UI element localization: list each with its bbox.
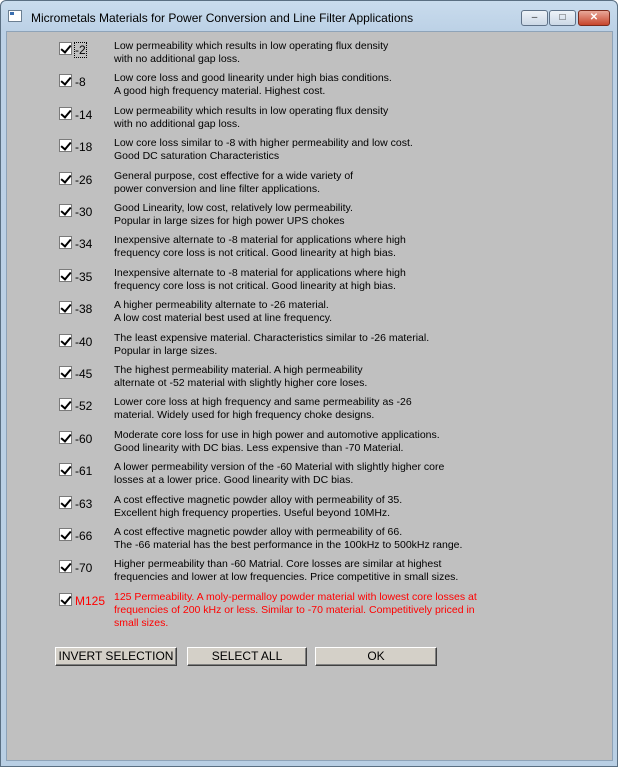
checkmark-icon xyxy=(60,172,71,184)
invert-selection-button[interactable]: INVERT SELECTION xyxy=(55,647,177,666)
checkmark-icon xyxy=(60,139,71,151)
material-checkbox[interactable] xyxy=(59,496,72,509)
description-line: The highest permeability material. A high permeability xyxy=(114,364,363,376)
material-code[interactable]: -26 xyxy=(75,172,93,187)
material-description xyxy=(114,396,494,422)
description-line: with no additional gap loss. xyxy=(114,117,241,130)
checkmark-icon xyxy=(60,463,71,475)
material-checkbox[interactable] xyxy=(59,204,72,217)
checkmark-icon xyxy=(60,75,71,87)
material-row xyxy=(7,234,612,266)
checkmark-icon xyxy=(60,237,71,249)
material-code[interactable]: -34 xyxy=(75,237,93,252)
material-checkbox[interactable] xyxy=(59,366,72,379)
close-button[interactable]: ✕ xyxy=(578,10,610,26)
material-description xyxy=(114,170,494,196)
material-row xyxy=(7,526,612,558)
checkmark-icon xyxy=(60,301,71,313)
description-line: Low core loss and good linearity under high bias conditions. xyxy=(114,72,392,85)
description-line: frequencies and lower at low frequencies. Price competitive in small sizes. xyxy=(114,571,459,584)
material-row xyxy=(7,461,612,493)
material-checkbox[interactable] xyxy=(59,463,72,476)
description-line: General purpose, cost effective for a wide variety of xyxy=(114,169,354,182)
description-line: A lower permeability version of the -60 Material with slightly higher core xyxy=(114,461,445,474)
material-code[interactable]: -14 xyxy=(75,107,93,122)
material-description xyxy=(114,558,494,584)
material-code[interactable]: -70 xyxy=(75,561,93,576)
description-line: A cost effective magnetic powder alloy with permeability of 66. xyxy=(114,526,403,538)
title-bar[interactable] xyxy=(1,1,617,31)
material-row xyxy=(7,396,612,428)
material-description xyxy=(114,332,494,358)
description-line: Low permeability which results in low operating flux density xyxy=(114,104,389,117)
material-code[interactable]: -8 xyxy=(75,75,86,90)
material-description xyxy=(114,299,494,325)
material-code[interactable]: -38 xyxy=(75,302,93,317)
description-line: A low cost material best used at line frequency. xyxy=(114,312,333,325)
ok-button[interactable]: OK xyxy=(315,647,437,666)
checkmark-icon xyxy=(60,496,71,508)
material-code[interactable]: -60 xyxy=(75,431,93,446)
material-checkbox[interactable] xyxy=(59,301,72,314)
description-line: Higher permeability than -60 Matrial. Core losses are similar at highest xyxy=(114,558,442,571)
material-row xyxy=(7,299,612,331)
description-line: Excellent high frequency properties. Useful beyond 10MHz. xyxy=(114,506,391,519)
material-code[interactable]: -2 xyxy=(75,43,86,57)
description-line: Low permeability which results in low operating flux density xyxy=(114,40,389,52)
dialog-client-area xyxy=(6,31,613,761)
material-description xyxy=(114,105,494,131)
material-row xyxy=(7,494,612,526)
description-line: The least expensive material. Characteristics similar to -26 material. xyxy=(114,331,430,344)
description-line: The -66 material has the best performance in the 100kHz to 500kHz range. xyxy=(114,539,463,551)
material-checkbox[interactable] xyxy=(59,431,72,444)
material-checkbox[interactable] xyxy=(59,334,72,347)
description-line: A cost effective magnetic powder alloy with permeability of 35. xyxy=(114,493,403,506)
maximize-button[interactable]: □ xyxy=(549,10,576,26)
description-line: material. Widely used for high frequency choke designs. xyxy=(114,409,375,422)
material-row xyxy=(7,137,612,169)
material-row xyxy=(7,558,612,590)
description-line: with no additional gap loss. xyxy=(114,53,241,65)
material-row xyxy=(7,590,612,629)
material-description xyxy=(114,494,494,520)
material-description xyxy=(114,40,494,66)
description-line: frequency core loss is not critical. Good linearity at high bias. xyxy=(114,279,396,292)
material-checkbox[interactable] xyxy=(59,74,72,87)
material-row xyxy=(7,72,612,104)
material-description xyxy=(114,591,494,630)
material-row xyxy=(7,364,612,396)
checkmark-icon xyxy=(60,42,71,54)
minimize-button[interactable]: – xyxy=(521,10,548,26)
material-row xyxy=(7,202,612,234)
material-row xyxy=(7,332,612,364)
material-code[interactable]: -18 xyxy=(75,140,93,155)
material-checkbox[interactable] xyxy=(59,139,72,152)
description-line: Lower core loss at high frequency and same permeability as -26 xyxy=(114,396,412,409)
material-row xyxy=(7,429,612,461)
checkmark-icon xyxy=(60,593,71,605)
description-line: small sizes. xyxy=(114,616,169,629)
material-checkbox[interactable] xyxy=(59,560,72,573)
checkmark-icon xyxy=(60,269,71,281)
material-code[interactable]: -63 xyxy=(75,496,93,511)
description-line: Popular in large sizes. xyxy=(114,344,218,357)
material-description xyxy=(114,202,494,228)
description-line: Popular in large sizes for high power UPS chokes xyxy=(114,215,345,227)
checkmark-icon xyxy=(60,561,71,573)
description-line: Good DC saturation Characteristics xyxy=(114,150,280,163)
material-row xyxy=(7,40,612,72)
material-checkbox[interactable] xyxy=(59,172,72,185)
material-code[interactable]: -52 xyxy=(75,399,93,414)
checkmark-icon xyxy=(60,107,71,119)
material-code[interactable]: -66 xyxy=(75,529,93,543)
description-line: losses at a lower price. Good linearity with DC bias. xyxy=(114,474,354,487)
material-description xyxy=(114,267,494,293)
description-line: A higher permeability alternate to -26 material. xyxy=(114,299,329,312)
description-line: Inexpensive alternate to -8 material for applications where high xyxy=(114,266,406,279)
material-description xyxy=(114,137,494,163)
description-line: A good high frequency material. Highest cost. xyxy=(114,85,326,98)
checkmark-icon xyxy=(60,204,71,216)
material-checkbox[interactable] xyxy=(59,269,72,282)
description-line: frequencies of 200 kHz or less. Similar to -70 material. Competitively priced in xyxy=(114,603,475,616)
material-description xyxy=(114,234,494,260)
material-checkbox[interactable] xyxy=(59,42,72,55)
select-all-button[interactable]: SELECT ALL xyxy=(187,647,307,666)
material-row xyxy=(7,170,612,202)
description-line: frequency core loss is not critical. Good linearity at high bias. xyxy=(114,247,396,260)
checkmark-icon xyxy=(60,399,71,411)
description-line: Moderate core loss for use in high power and automotive applications. xyxy=(114,428,440,441)
material-checkbox[interactable] xyxy=(59,528,72,541)
material-checkbox[interactable] xyxy=(59,593,72,606)
material-code[interactable]: M125 xyxy=(75,593,106,608)
description-line: Good Linearity, low cost, relatively low permeability. xyxy=(114,202,353,214)
checkmark-icon xyxy=(60,334,71,346)
description-line: alternate ot -52 material with slightly higher core loses. xyxy=(114,377,368,389)
material-description xyxy=(114,72,494,98)
checkmark-icon xyxy=(60,528,71,540)
description-line: power conversion and line filter applications. xyxy=(114,182,321,195)
material-code[interactable]: -40 xyxy=(75,334,93,349)
description-line: Inexpensive alternate to -8 material for applications where high xyxy=(114,234,406,247)
material-code[interactable]: -30 xyxy=(75,205,93,219)
material-checkbox[interactable] xyxy=(59,398,72,411)
description-line: Good linearity with DC bias. Less expensive than -70 Material. xyxy=(114,441,404,454)
checkmark-icon xyxy=(60,431,71,443)
app-icon xyxy=(8,10,22,22)
material-description xyxy=(114,429,494,455)
material-description xyxy=(114,461,494,487)
material-description xyxy=(114,526,494,552)
material-checkbox[interactable] xyxy=(59,107,72,120)
material-code[interactable]: -61 xyxy=(75,464,93,479)
material-row xyxy=(7,105,612,137)
material-description xyxy=(114,364,494,390)
material-row xyxy=(7,267,612,299)
description-line: Low core loss similar to -8 with higher permeability and low cost. xyxy=(114,137,413,150)
checkmark-icon xyxy=(60,366,71,378)
window-title: Micrometals Materials for Power Conversion and Line Filter Applications xyxy=(31,11,414,25)
description-line: 125 Permeability. A moly-permalloy powder material with lowest core losses at xyxy=(114,590,477,603)
material-code[interactable]: -35 xyxy=(75,269,93,284)
material-code[interactable]: -45 xyxy=(75,367,93,381)
material-checkbox[interactable] xyxy=(59,236,72,249)
